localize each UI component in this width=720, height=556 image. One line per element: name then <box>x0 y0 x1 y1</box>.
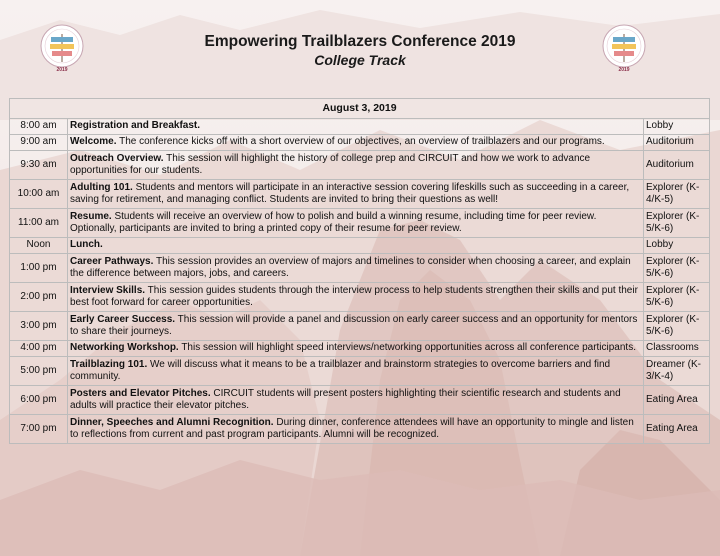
session-location: Lobby <box>644 119 710 135</box>
page-header <box>0 0 720 96</box>
session-time: 7:00 pm <box>10 415 68 444</box>
schedule-row <box>10 415 710 444</box>
session-title: Trailblazing 101. <box>70 358 148 370</box>
session-description <box>68 415 644 444</box>
session-location: Dreamer (K-3/K-4) <box>644 357 710 386</box>
session-time: 6:00 pm <box>10 386 68 415</box>
session-description <box>68 238 644 254</box>
session-details: Students will receive an overview of how to polish and build a winning resume, including time for peer review. Optionally, participants are invited to bring a printed copy of their resume for peer review. <box>70 210 597 234</box>
session-title: Resume. <box>70 210 112 222</box>
session-location: Eating Area <box>644 386 710 415</box>
session-time: 9:00 am <box>10 135 68 151</box>
session-location: Explorer (K-5/K-6) <box>644 312 710 341</box>
session-description <box>68 341 644 357</box>
session-location: Auditorium <box>644 135 710 151</box>
session-details: We will discuss what it means to be a trailblazer and brainstorm strategies to overcome barriers and find community. <box>70 358 611 382</box>
session-location: Auditorium <box>644 151 710 180</box>
page-title: Empowering Trailblazers Conference 2019 <box>204 33 516 50</box>
schedule-row <box>10 254 710 283</box>
session-title: Lunch. <box>70 239 103 251</box>
schedule-row <box>10 386 710 415</box>
session-details: This session will highlight the history of college prep and CIRCUIT and how we work to advance opportunities for our students. <box>70 152 591 176</box>
schedule-table <box>9 98 710 444</box>
session-description <box>68 180 644 209</box>
session-title: Welcome. <box>70 136 117 148</box>
date-header-row <box>10 99 710 119</box>
session-title: Adulting 101. <box>70 181 133 193</box>
session-title: Dinner, Speeches and Alumni Recognition. <box>70 416 274 428</box>
session-title: Interview Skills. <box>70 284 146 296</box>
svg-text:2019: 2019 <box>618 67 630 73</box>
session-time: 5:00 pm <box>10 357 68 386</box>
schedule-date: August 3, 2019 <box>10 99 710 119</box>
session-title: Networking Workshop. <box>70 342 179 354</box>
schedule-row <box>10 312 710 341</box>
session-location: Explorer (K-5/K-6) <box>644 209 710 238</box>
session-details: This session guides students through the interview process to help students strengthen their skills and put their best foot forward for career opportunities. <box>70 284 638 308</box>
session-details: The conference kicks off with a short overview of our objectives, an overview of trailblazers and our programs. <box>116 136 605 148</box>
schedule-row <box>10 119 710 135</box>
session-details: During dinner, conference attendees will have an opportunity to mingle and listen to reflections from current and past program participants. Alumni will be recognized. <box>70 416 634 440</box>
session-title: Early Career Success. <box>70 313 176 325</box>
session-details: CIRCUIT students will present posters highlighting their scientific research and students and adults will practice their elevator pitches. <box>70 387 621 411</box>
session-time: 8:00 am <box>10 119 68 135</box>
session-details: Students and mentors will participate in an interactive session covering lifeskills such as succeeding in a career, saving for retirement, and managing conflict. Students are invited to bring their questions as well! <box>70 181 630 205</box>
schedule-row <box>10 341 710 357</box>
session-description <box>68 254 644 283</box>
session-location: Explorer (K-4/K-5) <box>644 180 710 209</box>
session-details: This session will highlight speed interviews/networking opportunities across all conference participants. <box>178 342 636 354</box>
session-description <box>68 151 644 180</box>
session-title: Career Pathways. <box>70 255 154 267</box>
session-description <box>68 283 644 312</box>
session-time: 11:00 am <box>10 209 68 238</box>
session-description <box>68 119 644 135</box>
schedule-row <box>10 283 710 312</box>
schedule-row <box>10 151 710 180</box>
session-time: Noon <box>10 238 68 254</box>
session-time: 10:00 am <box>10 180 68 209</box>
session-description <box>68 209 644 238</box>
session-time: 3:00 pm <box>10 312 68 341</box>
session-title: Outreach Overview. <box>70 152 164 164</box>
session-location: Eating Area <box>644 415 710 444</box>
session-location: Explorer (K-5/K-6) <box>644 254 710 283</box>
session-description <box>68 135 644 151</box>
session-description <box>68 312 644 341</box>
session-description <box>68 386 644 415</box>
session-time: 4:00 pm <box>10 341 68 357</box>
session-description <box>68 357 644 386</box>
session-time: 1:00 pm <box>10 254 68 283</box>
session-details: This session provides an overview of majors and timelines to consider when choosing a career, and explain the difference between majors, jobs, and careers. <box>70 255 631 279</box>
schedule-row <box>10 209 710 238</box>
page-subtitle: College Track <box>314 52 406 68</box>
session-time: 9:30 am <box>10 151 68 180</box>
schedule-row <box>10 135 710 151</box>
schedule-row <box>10 180 710 209</box>
schedule-row <box>10 238 710 254</box>
session-location: Explorer (K-5/K-6) <box>644 283 710 312</box>
schedule-row <box>10 357 710 386</box>
svg-text:2019: 2019 <box>56 67 68 73</box>
session-time: 2:00 pm <box>10 283 68 312</box>
session-details: This session will provide a panel and discussion on early career success and an opportunity for mentors to share their journeys. <box>70 313 638 337</box>
session-title: Posters and Elevator Pitches. <box>70 387 211 399</box>
session-location: Classrooms <box>644 341 710 357</box>
session-location: Lobby <box>644 238 710 254</box>
session-title: Registration and Breakfast. <box>70 120 201 132</box>
